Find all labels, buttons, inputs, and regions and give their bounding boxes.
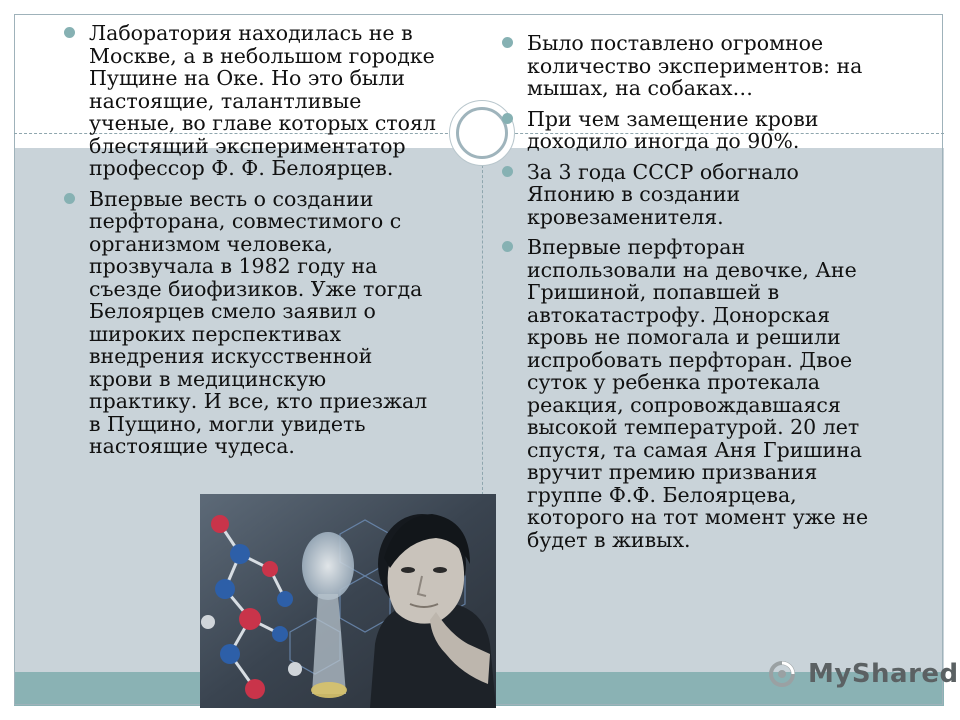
- bullet-item: [499, 108, 919, 153]
- bullet-icon: [502, 113, 513, 124]
- bullet-item: [61, 188, 481, 458]
- bullet-text: Впервые перфторан использовали на девочке, Ане Гришиной, попавшей в автокатастрофу. Донорская кровь не помогала и решили испробовать перфторан. Двое суток у ребенка протекала реакция, сопровождавшаяся высокой температурой. 20 лет спустя, та самая Аня Гришина вручит премию призвания группе Ф.Ф. Белоярцева, которого на тот момент уже не будет в живых.: [527, 235, 869, 552]
- bullet-text: Было поставлено огромное количество экспериментов: на мышах, на собаках…: [527, 31, 863, 100]
- bullet-item: [499, 32, 919, 100]
- watermark-text: MyShared: [808, 659, 959, 689]
- bullet-icon: [502, 166, 513, 177]
- bullet-item: [499, 161, 919, 229]
- bullet-text: При чем замещение крови доходило иногда до 90%.: [527, 106, 819, 153]
- watermark-logo: [768, 656, 959, 692]
- bullet-icon: [64, 27, 75, 38]
- bullet-text: Лаборатория находилась не в Москве, а в небольшом городке Пущине на Оке. Но это были настоящие, талантливые ученые, во главе которых стоял блестящий экспериментатор профессор Ф. Ф. Белоярцев.: [89, 21, 436, 180]
- divider-vertical: [482, 160, 483, 500]
- bullet-icon: [502, 37, 513, 48]
- bullet-item: [61, 22, 481, 180]
- bullet-icon: [502, 241, 513, 252]
- bullet-icon: [64, 193, 75, 204]
- bullet-text: Впервые весть о создании перфторана, совместимого с организмом человека, прозвучала в 1982 году на съезде биофизиков. Уже тогда Белоярцев смело заявил о широких перспективах внедрения искусственной крови в медицинскую практику. И все, кто приезжал в Пущино, могли увидеть настоящие чудеса.: [89, 186, 428, 458]
- myshared-logo-icon: [768, 658, 804, 690]
- scientist-molecule-illustration: [200, 494, 496, 708]
- left-text-column: [61, 22, 481, 466]
- bullet-text: За 3 года СССР обогнало Японию в создании кровезаменителя.: [527, 159, 799, 229]
- right-text-column: [499, 32, 919, 559]
- bullet-item: [499, 236, 919, 551]
- scientist-photo: [200, 494, 496, 708]
